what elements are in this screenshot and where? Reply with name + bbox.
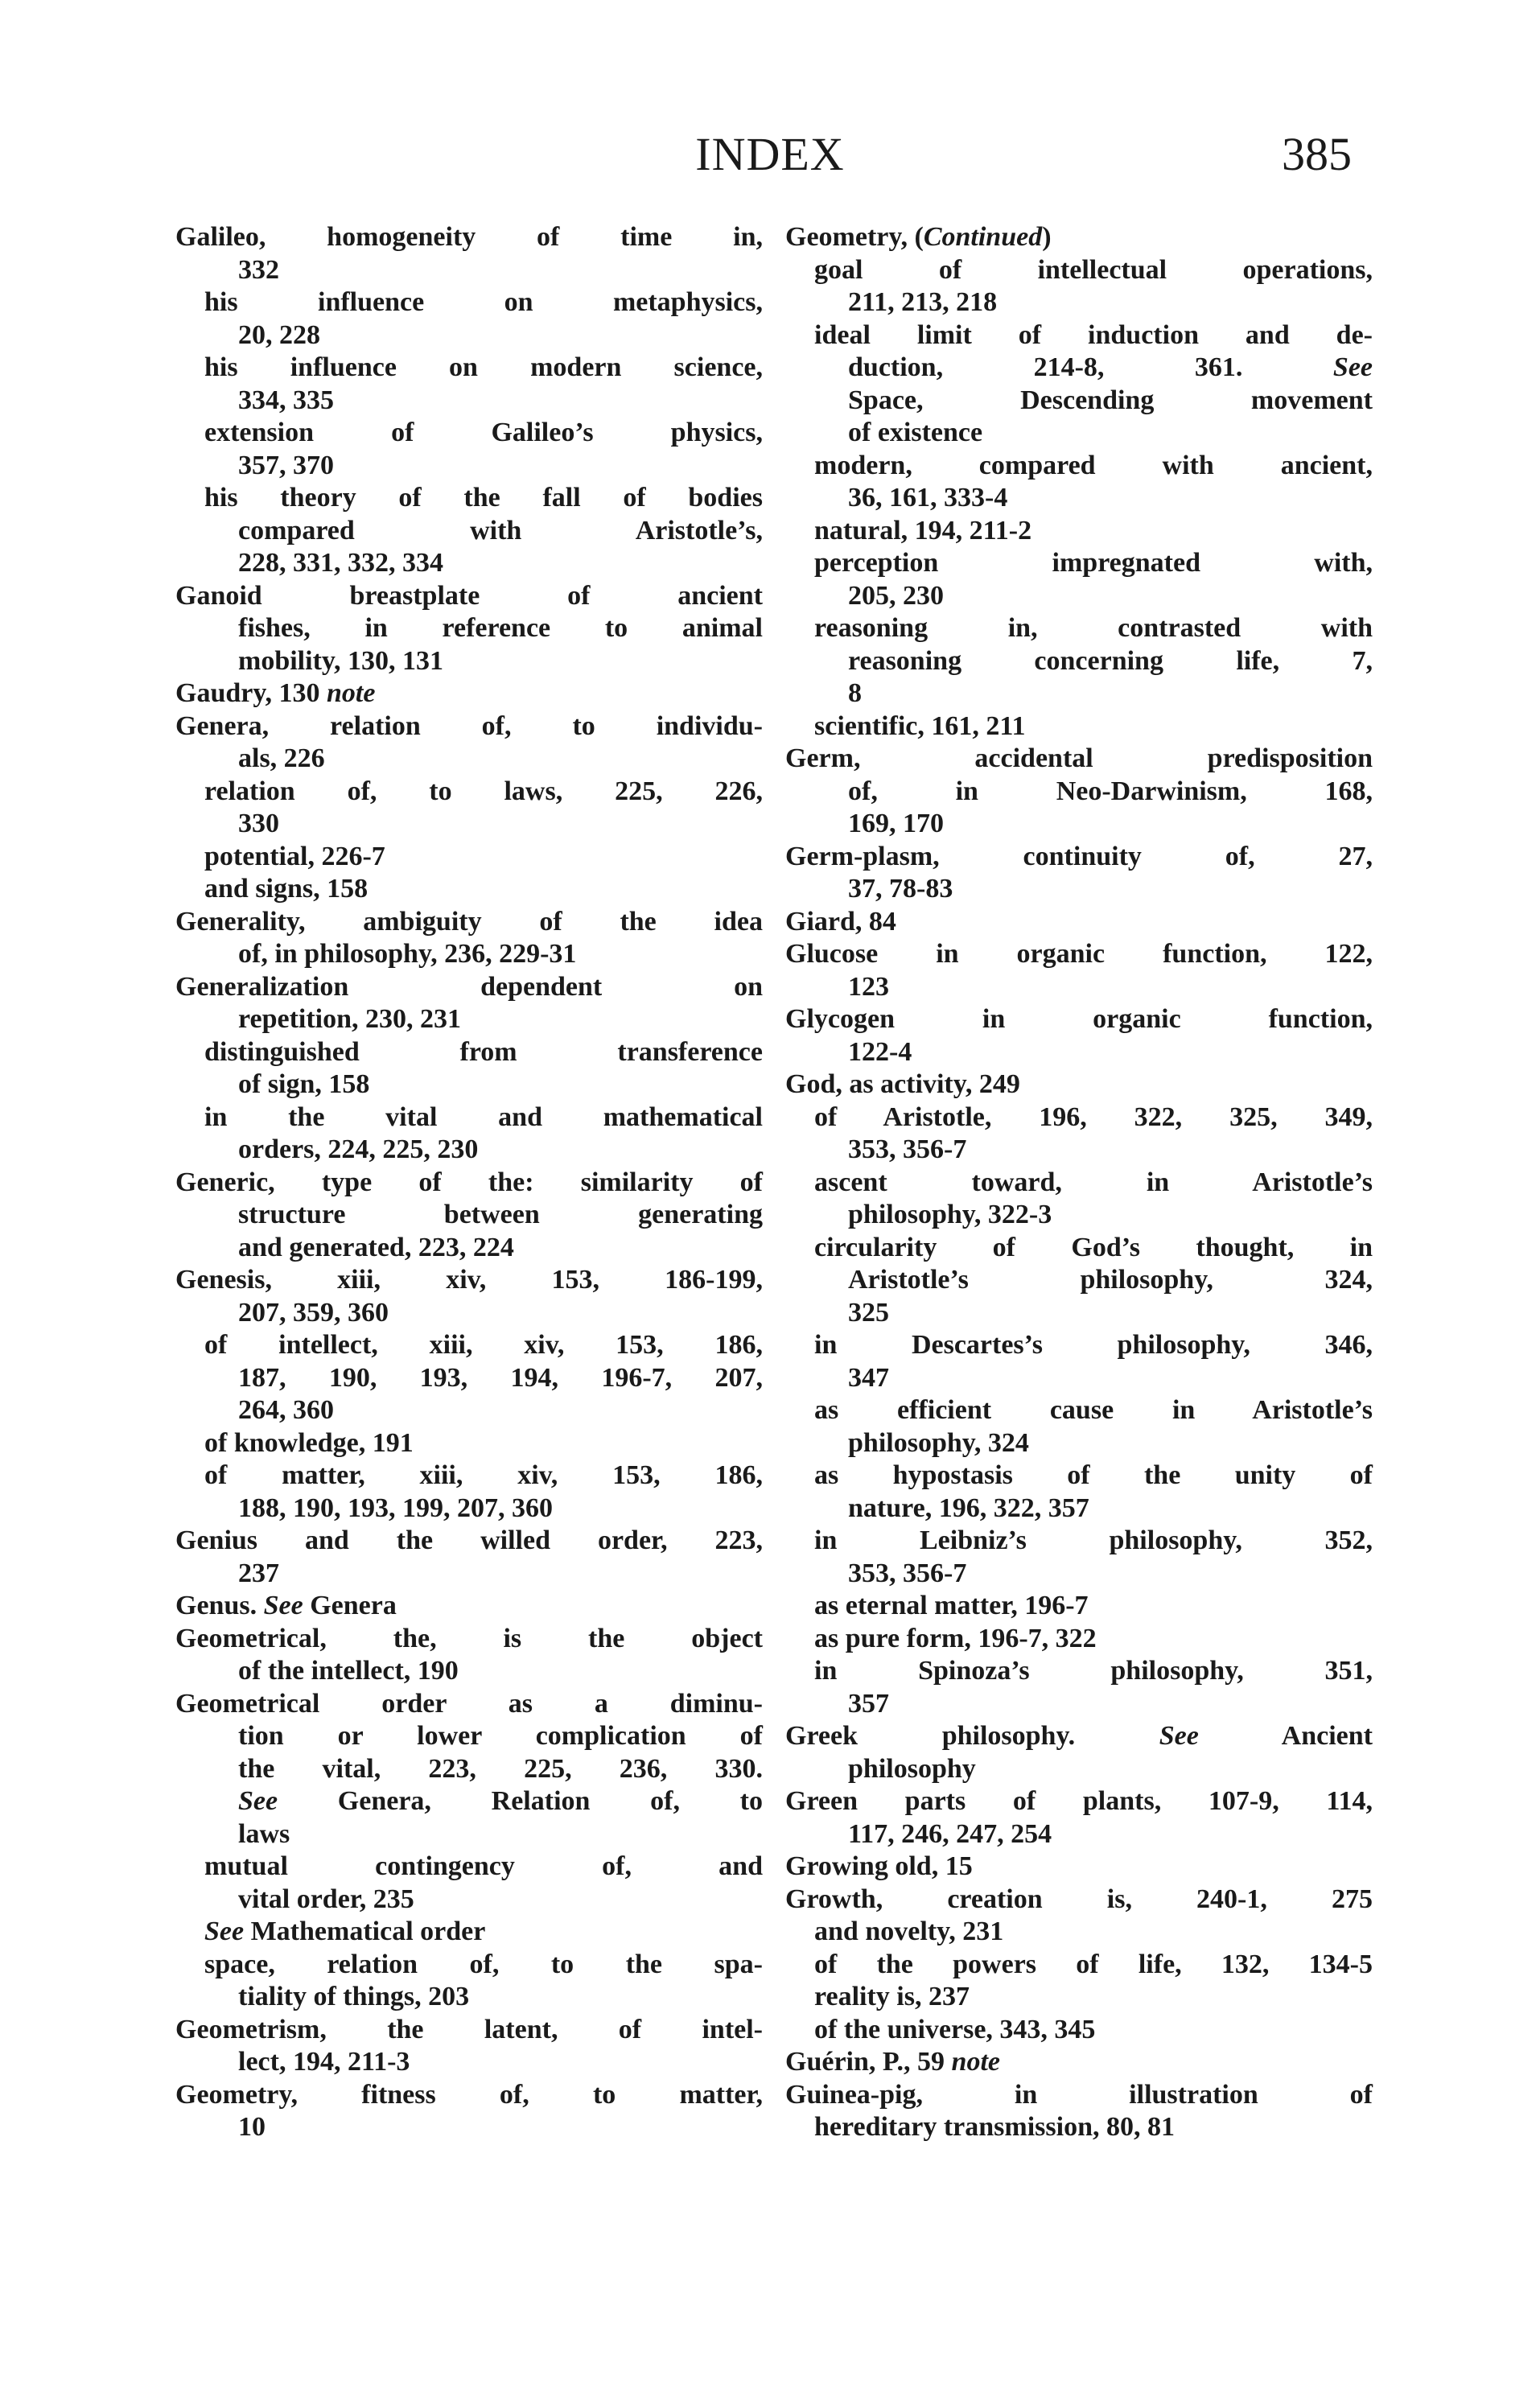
index-line <box>175 1068 763 1101</box>
index-line <box>785 1199 1373 1232</box>
index-line <box>175 2079 763 2112</box>
index-line <box>175 906 763 939</box>
index-line <box>785 1394 1373 1427</box>
index-text: 122-4 <box>848 1036 912 1067</box>
index-text: Geometrical order as a diminu- <box>175 1688 763 1719</box>
index-line <box>785 2014 1373 2047</box>
index-text: Generality, ambiguity of the idea <box>175 906 763 937</box>
index-text: 228, 331, 332, 334 <box>238 548 443 578</box>
index-text: als, 226 <box>238 743 325 773</box>
index-italic-text: See <box>204 1917 245 1946</box>
index-text: Genesis, xiii, xiv, 153, 186-199, <box>175 1265 763 1295</box>
index-text: duction, 214-8, 361. <box>848 352 1333 382</box>
index-text: 353, 356-7 <box>848 1558 967 1588</box>
index-line <box>785 254 1373 287</box>
index-text: philosophy, 322-3 <box>848 1200 1052 1229</box>
index-line <box>175 1264 763 1297</box>
index-line <box>175 971 763 1004</box>
index-text: 332 <box>238 254 279 285</box>
index-line <box>175 873 763 906</box>
index-italic-text: note <box>951 2047 1000 2077</box>
index-text: Genius and the willed order, 223, <box>175 1525 763 1555</box>
index-line <box>785 1232 1373 1265</box>
index-line <box>785 612 1373 645</box>
page-number: 385 <box>1282 128 1352 180</box>
index-text: Genus. <box>175 1591 264 1620</box>
index-line <box>175 385 763 418</box>
index-line <box>785 743 1373 776</box>
index-line <box>785 873 1373 906</box>
index-line <box>175 677 763 710</box>
index-line <box>785 547 1373 580</box>
index-line <box>785 1753 1373 1786</box>
index-text: fishes, in reference to animal <box>238 613 763 643</box>
index-text: Glucose in organic function, 122, <box>785 939 1373 969</box>
index-text: philosophy, 324 <box>848 1427 1029 1458</box>
index-line <box>785 1916 1373 1949</box>
index-line <box>175 776 763 809</box>
index-text: 264, 360 <box>238 1395 334 1425</box>
index-line <box>175 580 763 613</box>
index-text: Genera, relation of, to individu- <box>175 710 763 741</box>
index-text: scientific, 161, 211 <box>814 710 1026 741</box>
index-line <box>785 515 1373 548</box>
index-line <box>785 385 1373 418</box>
index-line <box>785 352 1373 385</box>
index-line <box>175 938 763 971</box>
index-text: extension of Galileo’s physics, <box>204 418 763 447</box>
index-text: of existence <box>848 418 983 447</box>
index-line <box>785 417 1373 450</box>
index-text: tiality of things, 203 <box>238 1982 470 2011</box>
index-line <box>175 1949 763 1982</box>
index-text: of knowledge, 191 <box>204 1427 414 1458</box>
index-line <box>175 1720 763 1753</box>
index-italic-text: Continued <box>923 222 1043 252</box>
index-text: 123 <box>848 971 889 1002</box>
index-line <box>785 1329 1373 1362</box>
index-line <box>785 1068 1373 1101</box>
index-line <box>785 1590 1373 1623</box>
index-text: 353, 356-7 <box>848 1134 967 1164</box>
index-line <box>785 2111 1373 2144</box>
index-text: Green parts of plants, 107-9, 114, <box>785 1786 1373 1816</box>
index-line <box>175 710 763 743</box>
index-line <box>785 1785 1373 1818</box>
index-text: Space, Descending movement <box>848 385 1373 415</box>
index-line <box>785 319 1373 352</box>
index-text: 117, 246, 247, 254 <box>848 1818 1052 1849</box>
index-italic-text: See <box>1332 352 1373 382</box>
index-line <box>175 254 763 287</box>
index-line <box>175 1884 763 1917</box>
index-text: 357, 370 <box>238 450 334 480</box>
index-line <box>175 1590 763 1623</box>
index-line <box>785 1362 1373 1395</box>
index-text: in the vital and mathematical <box>204 1101 763 1132</box>
index-line <box>175 450 763 483</box>
index-text: goal of intellectual operations, <box>814 254 1373 285</box>
index-text: of, in philosophy, 236, 229-31 <box>238 939 577 969</box>
index-text: Galileo, homogeneity of time in, <box>175 222 763 252</box>
index-text: tion or lower complication of <box>238 1721 763 1751</box>
index-line <box>175 515 763 548</box>
index-text: 357 <box>848 1688 889 1719</box>
index-text: as pure form, 196-7, 322 <box>814 1623 1097 1653</box>
index-text: of matter, xiii, xiv, 153, 186, <box>204 1460 763 1490</box>
index-text: orders, 224, 225, 230 <box>238 1134 479 1164</box>
index-text: 330 <box>238 809 279 838</box>
index-line <box>175 1688 763 1721</box>
index-text: 37, 78-83 <box>848 874 953 904</box>
index-line <box>785 1655 1373 1688</box>
index-text: relation of, to laws, 225, 226, <box>204 776 763 806</box>
index-text: of the universe, 343, 345 <box>814 2014 1096 2044</box>
index-line <box>175 1036 763 1069</box>
index-line <box>785 841 1373 874</box>
index-line <box>175 1394 763 1427</box>
index-text: Ganoid breastplate of ancient <box>175 580 763 611</box>
index-line <box>785 1525 1373 1558</box>
index-italic-text: note <box>326 678 376 708</box>
index-line <box>175 319 763 352</box>
index-text: modern, compared with ancient, <box>814 450 1373 480</box>
index-line <box>175 482 763 515</box>
index-line <box>785 808 1373 841</box>
index-text: ) <box>1042 222 1052 252</box>
index-line <box>785 1167 1373 1200</box>
index-text: Gaudry, 130 <box>175 678 327 708</box>
index-text: repetition, 230, 231 <box>238 1004 462 1034</box>
index-text: potential, 226-7 <box>204 841 385 871</box>
index-text: 187, 190, 193, 194, 196-7, 207, <box>238 1362 763 1393</box>
index-text: Greek philosophy. <box>785 1721 1159 1751</box>
index-text: structure between generating <box>238 1200 763 1229</box>
index-line <box>175 743 763 776</box>
index-line <box>785 1003 1373 1036</box>
index-line <box>175 808 763 841</box>
index-text: Growth, creation is, 240-1, 275 <box>785 1884 1373 1914</box>
index-line <box>175 1427 763 1460</box>
index-text: 205, 230 <box>848 580 944 611</box>
index-text: Aristotle’s philosophy, 324, <box>848 1265 1373 1295</box>
index-text: 8 <box>848 678 862 708</box>
index-line <box>175 1003 763 1036</box>
index-text: mobility, 130, 131 <box>238 645 444 676</box>
index-line <box>785 1981 1373 2014</box>
index-text: Guérin, P., 59 <box>785 2047 952 2077</box>
index-italic-text: See <box>1159 1721 1199 1751</box>
index-text: and generated, 223, 224 <box>238 1232 514 1262</box>
index-line <box>175 1818 763 1851</box>
index-line <box>785 1818 1373 1851</box>
index-text: and novelty, 231 <box>814 1917 1004 1946</box>
index-line <box>785 450 1373 483</box>
index-line <box>175 2014 763 2047</box>
index-line <box>175 352 763 385</box>
index-text: of Aristotle, 196, 322, 325, 349, <box>814 1101 1373 1132</box>
index-italic-text: See <box>263 1591 303 1620</box>
index-line <box>175 1981 763 2014</box>
index-line <box>785 1427 1373 1460</box>
index-line <box>785 1949 1373 1982</box>
index-line <box>785 906 1373 939</box>
index-column-left <box>175 221 763 2144</box>
index-italic-text: See <box>238 1786 278 1816</box>
index-text: circularity of God’s thought, in <box>814 1232 1373 1262</box>
index-text: nature, 196, 322, 357 <box>848 1492 1089 1523</box>
index-line <box>785 1297 1373 1330</box>
index-text: Geometrical, the, is the object <box>175 1623 763 1653</box>
index-line <box>785 938 1373 971</box>
index-text: 207, 359, 360 <box>238 1297 389 1328</box>
index-text: Giard, 84 <box>785 906 896 937</box>
index-line <box>785 776 1373 809</box>
index-text: 211, 213, 218 <box>848 287 998 317</box>
index-text: Generalization dependent on <box>175 971 763 1002</box>
index-line <box>175 1623 763 1656</box>
index-text: 334, 335 <box>238 385 334 415</box>
index-text: distinguished from transference <box>204 1036 763 1067</box>
index-text: 347 <box>848 1362 889 1393</box>
index-line <box>175 1362 763 1395</box>
index-line <box>785 482 1373 515</box>
index-line <box>175 1785 763 1818</box>
index-line <box>785 1623 1373 1656</box>
index-text: his influence on modern science, <box>204 352 763 382</box>
index-text: 325 <box>848 1297 889 1328</box>
index-line <box>175 417 763 450</box>
index-line <box>175 645 763 678</box>
index-text: Geometry, ( <box>785 222 924 252</box>
index-text: Genera <box>303 1591 397 1620</box>
index-text: in Spinoza’s philosophy, 351, <box>814 1656 1373 1686</box>
index-line <box>175 1297 763 1330</box>
index-line <box>785 1884 1373 1917</box>
index-line <box>175 1558 763 1591</box>
index-text: philosophy <box>848 1753 976 1784</box>
index-text: 237 <box>238 1558 279 1588</box>
index-line <box>175 1134 763 1167</box>
index-text: of intellect, xiii, xiv, 153, 186, <box>204 1330 763 1360</box>
index-text: his theory of the fall of bodies <box>204 483 763 513</box>
index-line <box>785 677 1373 710</box>
index-text: and signs, 158 <box>204 874 369 904</box>
index-text: God, as activity, 249 <box>785 1069 1020 1099</box>
index-line <box>175 1753 763 1786</box>
index-line <box>175 1199 763 1232</box>
index-line <box>785 1460 1373 1492</box>
index-line <box>785 1134 1373 1167</box>
index-line <box>175 1460 763 1492</box>
page-title: INDEX <box>695 128 845 180</box>
index-line <box>175 1101 763 1134</box>
index-line <box>785 1558 1373 1591</box>
index-line <box>785 1720 1373 1753</box>
index-text: his influence on metaphysics, <box>204 287 763 317</box>
index-text: laws <box>238 1818 290 1849</box>
index-line <box>785 1688 1373 1721</box>
index-text: compared with Aristotle’s, <box>238 515 763 546</box>
index-line <box>175 221 763 254</box>
index-text: of the powers of life, 132, 134-5 <box>814 1949 1373 1979</box>
index-text: 20, 228 <box>238 319 320 350</box>
index-text: ascent toward, in Aristotle’s <box>814 1167 1373 1197</box>
index-text: of sign, 158 <box>238 1069 370 1099</box>
index-line <box>175 1525 763 1558</box>
index-line <box>785 2079 1373 2112</box>
index-text: Growing old, 15 <box>785 1851 973 1881</box>
index-line <box>785 1851 1373 1884</box>
index-text: of, in Neo-Darwinism, 168, <box>848 776 1373 806</box>
index-text: in Leibniz’s philosophy, 352, <box>814 1525 1373 1555</box>
index-line <box>785 580 1373 613</box>
index-line <box>785 710 1373 743</box>
index-text: vital order, 235 <box>238 1884 414 1914</box>
index-line <box>175 612 763 645</box>
index-text: mutual contingency of, and <box>204 1851 763 1881</box>
index-text: 188, 190, 193, 199, 207, 360 <box>238 1492 553 1523</box>
index-text: space, relation of, to the spa- <box>204 1949 763 1979</box>
index-text: Ancient <box>1198 1721 1373 1751</box>
index-text: as eternal matter, 196-7 <box>814 1591 1089 1620</box>
index-line <box>785 971 1373 1004</box>
index-text: Mathematical order <box>244 1917 486 1946</box>
index-line <box>785 1264 1373 1297</box>
index-line <box>785 2046 1373 2079</box>
index-line <box>785 286 1373 319</box>
index-text: reasoning concerning life, 7, <box>848 645 1373 676</box>
index-text: as efficient cause in Aristotle’s <box>814 1395 1373 1425</box>
index-text: 169, 170 <box>848 809 944 838</box>
index-text: Guinea-pig, in illustration of <box>785 2079 1373 2110</box>
index-line <box>175 547 763 580</box>
index-text: lect, 194, 211-3 <box>238 2047 410 2077</box>
index-line <box>175 2111 763 2144</box>
index-line <box>785 1036 1373 1069</box>
index-line <box>175 2046 763 2079</box>
index-text: Germ, accidental predisposition <box>785 743 1373 773</box>
index-line <box>175 1655 763 1688</box>
index-text: Germ-plasm, continuity of, 27, <box>785 841 1373 871</box>
index-line <box>175 1851 763 1884</box>
index-column-right <box>785 221 1373 2144</box>
index-text: Glycogen in organic function, <box>785 1004 1373 1034</box>
index-text: hereditary transmission, 80, 81 <box>814 2112 1175 2142</box>
index-line <box>785 1101 1373 1134</box>
index-text: Geometrism, the latent, of intel- <box>175 2014 763 2044</box>
index-text: reality is, 237 <box>814 1982 970 2011</box>
index-text: in Descartes’s philosophy, 346, <box>814 1330 1373 1360</box>
index-text: perception impregnated with, <box>814 548 1373 578</box>
index-text: of the intellect, 190 <box>238 1656 459 1686</box>
index-line <box>785 221 1373 254</box>
index-text: Generic, type of the: similarity of <box>175 1167 763 1197</box>
index-text: the vital, 223, 225, 236, 330. <box>238 1753 763 1784</box>
index-line <box>175 1329 763 1362</box>
index-line <box>175 1232 763 1265</box>
index-text: 36, 161, 333-4 <box>848 483 1008 513</box>
index-line <box>175 841 763 874</box>
index-line <box>175 286 763 319</box>
index-line <box>785 1492 1373 1525</box>
page-header <box>0 127 1540 191</box>
index-text: Geometry, fitness of, to matter, <box>175 2079 763 2110</box>
index-text: Genera, Relation of, to <box>278 1786 763 1816</box>
index-line <box>175 1167 763 1200</box>
index-line <box>785 645 1373 678</box>
index-line <box>175 1492 763 1525</box>
index-text: as hypostasis of the unity of <box>814 1460 1373 1490</box>
index-line <box>175 1916 763 1949</box>
index-text: natural, 194, 211-2 <box>814 515 1032 546</box>
index-text: 10 <box>238 2112 266 2142</box>
index-text: reasoning in, contrasted with <box>814 613 1373 643</box>
index-text: ideal limit of induction and de- <box>814 319 1373 350</box>
